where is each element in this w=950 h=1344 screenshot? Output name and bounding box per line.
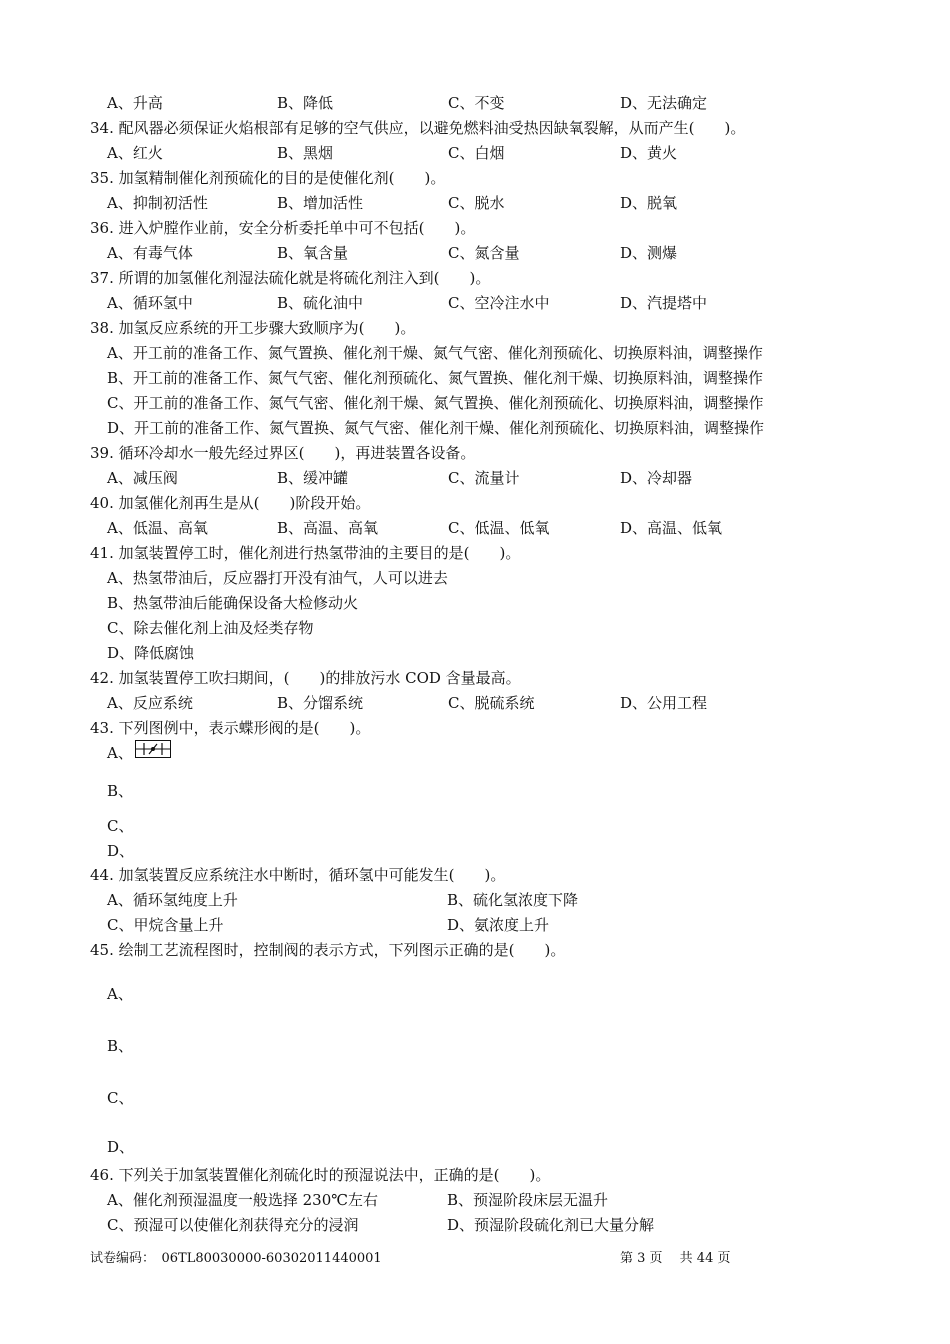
q42-option-d: D、公用工程 bbox=[620, 694, 708, 712]
q45-option-c: C、 bbox=[107, 1089, 134, 1107]
q36-option-b: B、氧含量 bbox=[277, 244, 349, 262]
q40-option-b: B、高温、高氧 bbox=[277, 519, 379, 537]
q46-options-row1 bbox=[0, 1188, 950, 1212]
q45-option-a: A、 bbox=[107, 985, 133, 1003]
q41-option-b-line bbox=[0, 591, 950, 615]
q42-option-c: C、脱硫系统 bbox=[448, 694, 535, 712]
q34-stem: 34. 配风器必须保证火焰根部有足够的空气供应，以避免燃料油受热因缺氧裂解，从而产生( )。 bbox=[90, 119, 746, 137]
page-number: 第 3 页 共 44 页 bbox=[620, 1251, 731, 1266]
q36-stem: 36. 进入炉膛作业前，安全分析委托单中可不包括( )。 bbox=[90, 219, 476, 237]
q37-option-a: A、循环氢中 bbox=[107, 294, 193, 312]
q46-option-c: C、预湿可以使催化剂获得充分的浸润 bbox=[107, 1216, 359, 1234]
q35-option-c: C、脱水 bbox=[448, 194, 505, 212]
q34-options bbox=[0, 141, 950, 165]
q40-option-d: D、高温、低氧 bbox=[620, 519, 723, 537]
q41-option-a: A、热氢带油后，反应器打开没有油气，人可以进去 bbox=[107, 569, 448, 587]
q43-stem: 43. 下列图例中，表示蝶形阀的是( )。 bbox=[90, 719, 371, 737]
q45-option-d: D、 bbox=[107, 1138, 135, 1156]
q43-option-a-wrap bbox=[107, 741, 171, 767]
q43-option-c-line bbox=[0, 814, 950, 838]
q34-option-a: A、红火 bbox=[107, 144, 163, 162]
q37-option-c: C、空冷注水中 bbox=[448, 294, 550, 312]
q40-option-a: A、低温、高氧 bbox=[107, 519, 208, 537]
q38-option-d-line bbox=[0, 416, 950, 440]
q46-option-b: B、预湿阶段床层无温升 bbox=[447, 1191, 609, 1209]
q37-options bbox=[0, 291, 950, 315]
q39-option-b: B、缓冲罐 bbox=[277, 469, 349, 487]
q45-stem: 45. 绘制工艺流程图时，控制阀的表示方式，下列图示正确的是( )。 bbox=[90, 941, 566, 959]
q42-options bbox=[0, 691, 950, 715]
q36-option-a: A、有毒气体 bbox=[107, 244, 193, 262]
q42-stem: 42. 加氢装置停工吹扫期间，( )的排放污水 COD 含量最高。 bbox=[90, 669, 521, 687]
q40-stem-line bbox=[0, 491, 950, 515]
q45-option-d-line bbox=[0, 1135, 950, 1159]
q35-option-b: B、增加活性 bbox=[277, 194, 364, 212]
q34-stem-line bbox=[0, 116, 950, 140]
butterfly-valve-symbol-icon bbox=[135, 740, 171, 765]
q38-option-b: B、开工前的准备工作、氮气气密、催化剂预硫化、氮气置换、催化剂干燥、切换原料油，调整操作 bbox=[107, 369, 764, 387]
q34-option-b: B、黑烟 bbox=[277, 144, 334, 162]
q46-options-row2 bbox=[0, 1213, 950, 1237]
q44-stem-line bbox=[0, 863, 950, 887]
q38-option-a: A、开工前的准备工作、氮气置换、催化剂干燥、氮气气密、催化剂预硫化、切换原料油，调整操作 bbox=[107, 344, 763, 362]
q44-stem: 44. 加氢装置反应系统注水中断时，循环氢中可能发生( )。 bbox=[90, 866, 506, 884]
q41-option-d-line bbox=[0, 641, 950, 665]
q40-options bbox=[0, 516, 950, 540]
q45-option-b-line bbox=[0, 1034, 950, 1058]
q39-option-a: A、减压阀 bbox=[107, 469, 178, 487]
q38-stem-line bbox=[0, 316, 950, 340]
q44-options-row1 bbox=[0, 888, 950, 912]
q34-option-d: D、黄火 bbox=[620, 144, 678, 162]
q38-option-d: D、开工前的准备工作、氮气置换、氮气气密、催化剂干燥、催化剂预硫化、切换原料油，调整操作 bbox=[107, 419, 765, 437]
q37-stem: 37. 所谓的加氢催化剂湿法硫化就是将硫化剂注入到( )。 bbox=[90, 269, 491, 287]
q46-option-d: D、预湿阶段硫化剂已大量分解 bbox=[447, 1216, 655, 1234]
q43-option-a: A、 bbox=[107, 744, 133, 762]
q34-option-c: C、白烟 bbox=[448, 144, 505, 162]
q35-stem: 35. 加氢精制催化剂预硫化的目的是使催化剂( )。 bbox=[90, 169, 446, 187]
q37-option-d: D、汽提塔中 bbox=[620, 294, 708, 312]
q35-options bbox=[0, 191, 950, 215]
q41-stem: 41. 加氢装置停工时，催化剂进行热氢带油的主要目的是( )。 bbox=[90, 544, 521, 562]
q38-option-c: C、开工前的准备工作、氮气气密、催化剂干燥、氮气置换、催化剂预硫化、切换原料油，调整操作 bbox=[107, 394, 764, 412]
q44-option-d: D、氨浓度上升 bbox=[447, 916, 550, 934]
q44-option-b: B、硫化氢浓度下降 bbox=[447, 891, 579, 909]
q43-stem-line bbox=[0, 716, 950, 740]
q45-stem-line bbox=[0, 938, 950, 962]
q42-option-b: B、分馏系统 bbox=[277, 694, 364, 712]
q42-stem-line bbox=[0, 666, 950, 690]
q36-option-d: D、测爆 bbox=[620, 244, 678, 262]
q44-option-c: C、甲烷含量上升 bbox=[107, 916, 224, 934]
q43-option-b-line bbox=[0, 779, 950, 803]
q46-option-a: A、催化剂预湿温度一般选择 230℃左右 bbox=[107, 1191, 379, 1209]
q44-options-row2 bbox=[0, 913, 950, 937]
q39-options bbox=[0, 466, 950, 490]
q45-option-a-line bbox=[0, 982, 950, 1006]
q35-stem-line bbox=[0, 166, 950, 190]
q36-options bbox=[0, 241, 950, 265]
q36-option-c: C、氮含量 bbox=[448, 244, 520, 262]
q46-stem: 46. 下列关于加氢装置催化剂硫化时的预湿说法中，正确的是( )。 bbox=[90, 1166, 551, 1184]
q35-option-a: A、抑制初活性 bbox=[107, 194, 208, 212]
q41-stem-line bbox=[0, 541, 950, 565]
q46-stem-line bbox=[0, 1163, 950, 1187]
q41-option-d: D、降低腐蚀 bbox=[107, 644, 195, 662]
q38-option-b-line bbox=[0, 366, 950, 390]
q33-option-a: A、升高 bbox=[107, 94, 163, 112]
q33-option-d: D、无法确定 bbox=[620, 94, 708, 112]
q43-option-d: D、 bbox=[107, 842, 135, 860]
q41-option-c: C、除去催化剂上油及烃类存物 bbox=[107, 619, 314, 637]
q40-stem: 40. 加氢催化剂再生是从( )阶段开始。 bbox=[90, 494, 371, 512]
q33-option-c: C、不变 bbox=[448, 94, 505, 112]
q45-option-b: B、 bbox=[107, 1037, 134, 1055]
q43-option-d-line bbox=[0, 839, 950, 863]
q38-option-a-line bbox=[0, 341, 950, 365]
q41-option-b: B、热氢带油后能确保设备大检修动火 bbox=[107, 594, 359, 612]
q37-option-b: B、硫化油中 bbox=[277, 294, 364, 312]
q44-option-a: A、循环氢纯度上升 bbox=[107, 891, 238, 909]
q39-option-c: C、流量计 bbox=[448, 469, 520, 487]
q41-option-c-line bbox=[0, 616, 950, 640]
q42-option-a: A、反应系统 bbox=[107, 694, 193, 712]
q39-option-d: D、冷却器 bbox=[620, 469, 693, 487]
exam-code: 试卷编码： 06TL80030000-60302011440001 bbox=[90, 1251, 382, 1266]
q43-option-a-line bbox=[0, 741, 950, 765]
q45-option-c-line bbox=[0, 1086, 950, 1110]
q43-option-c: C、 bbox=[107, 817, 134, 835]
q36-stem-line bbox=[0, 216, 950, 240]
q39-stem: 39. 循环冷却水一般先经过界区( )，再进装置各设备。 bbox=[90, 444, 476, 462]
q41-option-a-line bbox=[0, 566, 950, 590]
q37-stem-line bbox=[0, 266, 950, 290]
q33-options bbox=[0, 91, 950, 115]
q40-option-c: C、低温、低氧 bbox=[448, 519, 550, 537]
q43-option-b: B、 bbox=[107, 782, 134, 800]
q38-option-c-line bbox=[0, 391, 950, 415]
q38-stem: 38. 加氢反应系统的开工步骤大致顺序为( )。 bbox=[90, 319, 416, 337]
q39-stem-line bbox=[0, 441, 950, 465]
q35-option-d: D、脱氧 bbox=[620, 194, 678, 212]
q33-option-b: B、降低 bbox=[277, 94, 334, 112]
